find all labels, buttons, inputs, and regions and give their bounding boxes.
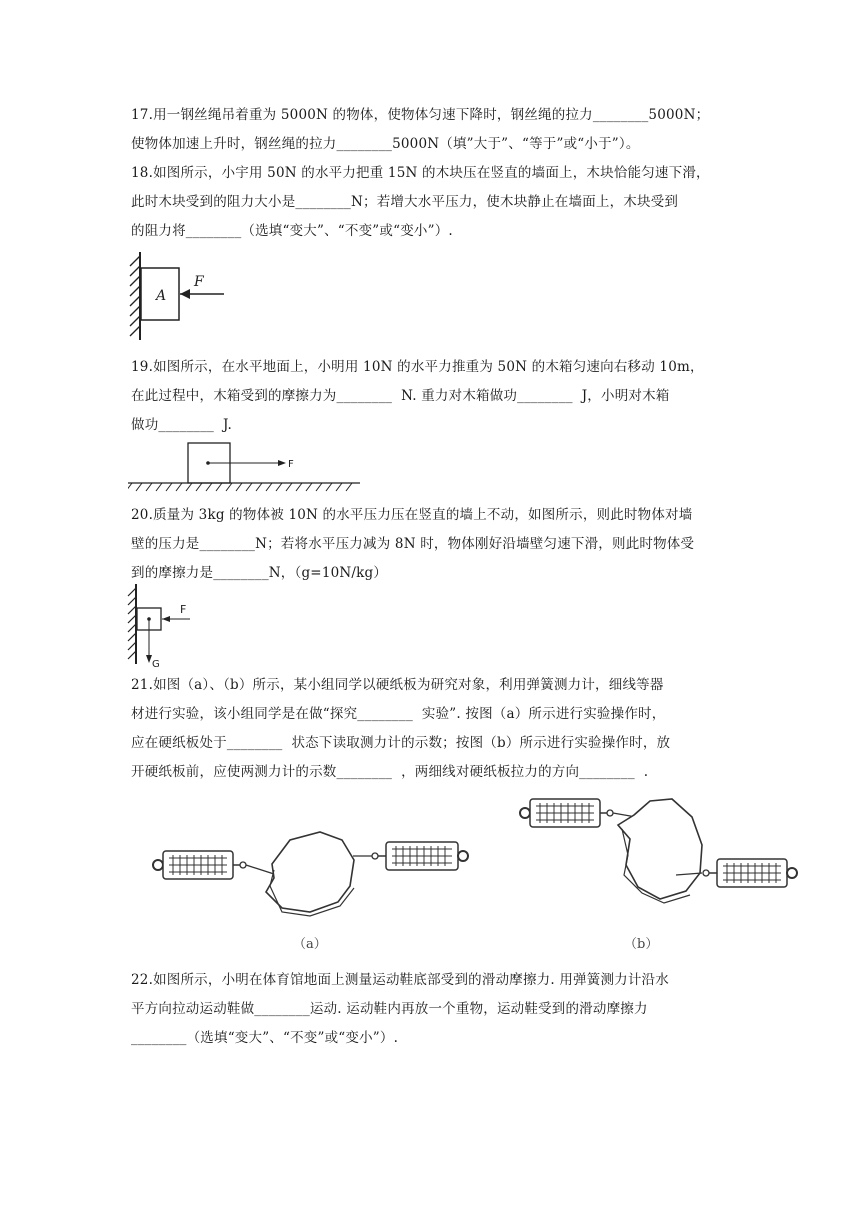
q21-figure-b bbox=[516, 795, 806, 955]
q20-line-3: 到的摩擦力是________N，（g=10N/kg） bbox=[131, 565, 388, 581]
q18-line-3: 的阻力将________（选填“变大”、“不变”或“变小”）. bbox=[131, 223, 453, 239]
q22-line-2: 平方向拉动运动鞋做________运动. 运动鞋内再放一个重物，运动鞋受到的滑动摩擦力 bbox=[131, 1001, 648, 1017]
q18-block-label: A bbox=[156, 288, 167, 304]
q20-figure-wall-object bbox=[124, 584, 204, 668]
q21-figure-a bbox=[150, 826, 475, 956]
q17-line-1: 17.用一钢丝绳吊着重为 5000N 的物体，使物体匀速下降时，钢丝绳的拉力________5000N； bbox=[131, 107, 710, 123]
q17-line-2: 使物体加速上升时，钢丝绳的拉力________5000N（填”大于”、“等于”或“小于”）。 bbox=[131, 136, 640, 152]
q19-figure-box-on-ground bbox=[128, 440, 368, 496]
q18-figure-wall-block bbox=[126, 252, 236, 342]
q21-line-1: 21.如图（a）、（b）所示，某小组同学以硬纸板为研究对象，利用弹簧测力计，细线等器 bbox=[131, 677, 664, 693]
q22-line-3: ________（选填“变大”、“不变”或“变小”）. bbox=[131, 1030, 399, 1046]
q19-line-1: 19.如图所示，在水平地面上，小明用 10N 的水平力推重为 50N 的木箱匀速向右移动 10m， bbox=[131, 359, 704, 375]
q20-force-label: F bbox=[180, 603, 187, 616]
q19-force-label: F bbox=[288, 459, 294, 470]
q21-line-4: 开硬纸板前，应使两测力计的示数________ ，两细线对硬纸板拉力的方向________ . bbox=[131, 764, 649, 780]
q20-line-1: 20.质量为 3kg 的物体被 10N 的水平压力压在竖直的墙上不动，如图所示，则此时物体对墙 bbox=[131, 507, 693, 523]
q18-line-1: 18.如图所示，小宇用 50N 的水平力把重 15N 的木块压在竖直的墙面上，木块恰能匀速下滑， bbox=[131, 165, 710, 181]
q21-caption-a: （a） bbox=[293, 937, 327, 952]
q19-line-2: 在此过程中，木箱受到的摩擦力为________ N. 重力对木箱做功________ J，小明对木箱 bbox=[131, 388, 670, 404]
q21-caption-b: （b） bbox=[624, 937, 659, 952]
q22-line-1: 22.如图所示，小明在体育馆地面上测量运动鞋底部受到的滑动摩擦力. 用弹簧测力计沿水 bbox=[131, 972, 669, 988]
q18-line-2: 此时木块受到的阻力大小是________N；若增大水平压力，使木块静止在墙面上，木块受到 bbox=[131, 194, 679, 210]
q21-line-3: 应在硬纸板处于________ 状态下读取测力计的示数；按图（b）所示进行实验操作时，放 bbox=[131, 735, 671, 751]
q18-force-label: F bbox=[194, 274, 204, 290]
q20-gravity-label: G bbox=[152, 659, 160, 668]
q19-line-3: 做功________ J. bbox=[131, 417, 233, 433]
q21-line-2: 材进行实验，该小组同学是在做“探究________ 实验”. 按图（a）所示进行实验操作时， bbox=[131, 706, 666, 722]
q20-line-2: 壁的压力是________N；若将水平压力减为 8N 时，物体刚好沿墙壁匀速下滑，则此时物体受 bbox=[131, 536, 695, 552]
